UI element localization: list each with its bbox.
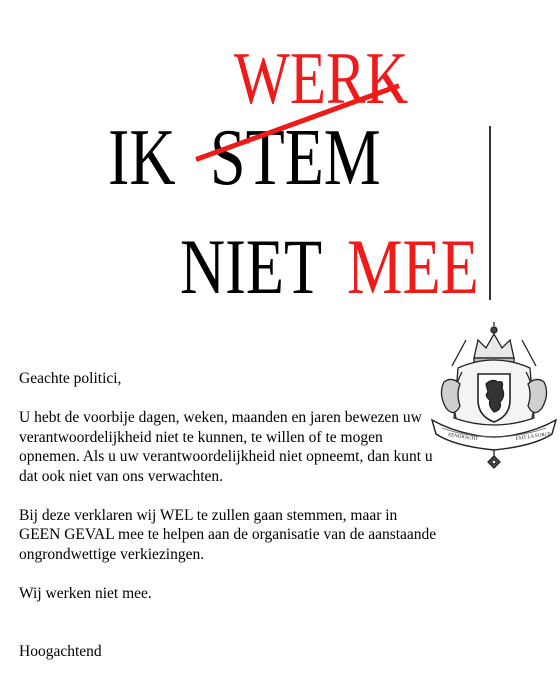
svg-text:EENDRACHT: EENDRACHT — [447, 433, 479, 443]
headline-struck-word-stem: STEM — [210, 114, 381, 202]
headline-correction-werk: WERK — [234, 38, 409, 120]
letter-body — [19, 369, 439, 662]
letter-paragraph-2: Bij deze verklaren wij WEL te zullen gaan stemmen, maar in GEEN GEVAL mee te helpen aan de organisatie van de aanstaande ongrondwettige verkiezingen. — [19, 506, 437, 563]
letter-closing: Hoogachtend — [19, 643, 102, 660]
letter-greeting: Geachte politici, — [19, 370, 122, 387]
letter-paragraph-1: U hebt de voorbije dagen, weken, maanden en jaren bewezen uw verantwoordelijkheid niet te kunnen, te willen of te mogen opnemen. Als u uw verantwoordelijkheid niet opneemt, dan kunt u dat ook niet van ons verwachten. — [19, 409, 433, 485]
headline-word-ik: IK — [108, 114, 176, 202]
headline-word-niet: NIET — [180, 223, 323, 310]
svg-text:FAIT LA FORCE: FAIT LA FORCE — [515, 432, 552, 442]
letter-paragraph-3: Wij werken niet mee. — [19, 584, 152, 602]
vertical-divider — [489, 126, 491, 300]
headline-word-mee: MEE — [347, 223, 479, 310]
belgian-coat-of-arms-icon — [430, 322, 558, 474]
